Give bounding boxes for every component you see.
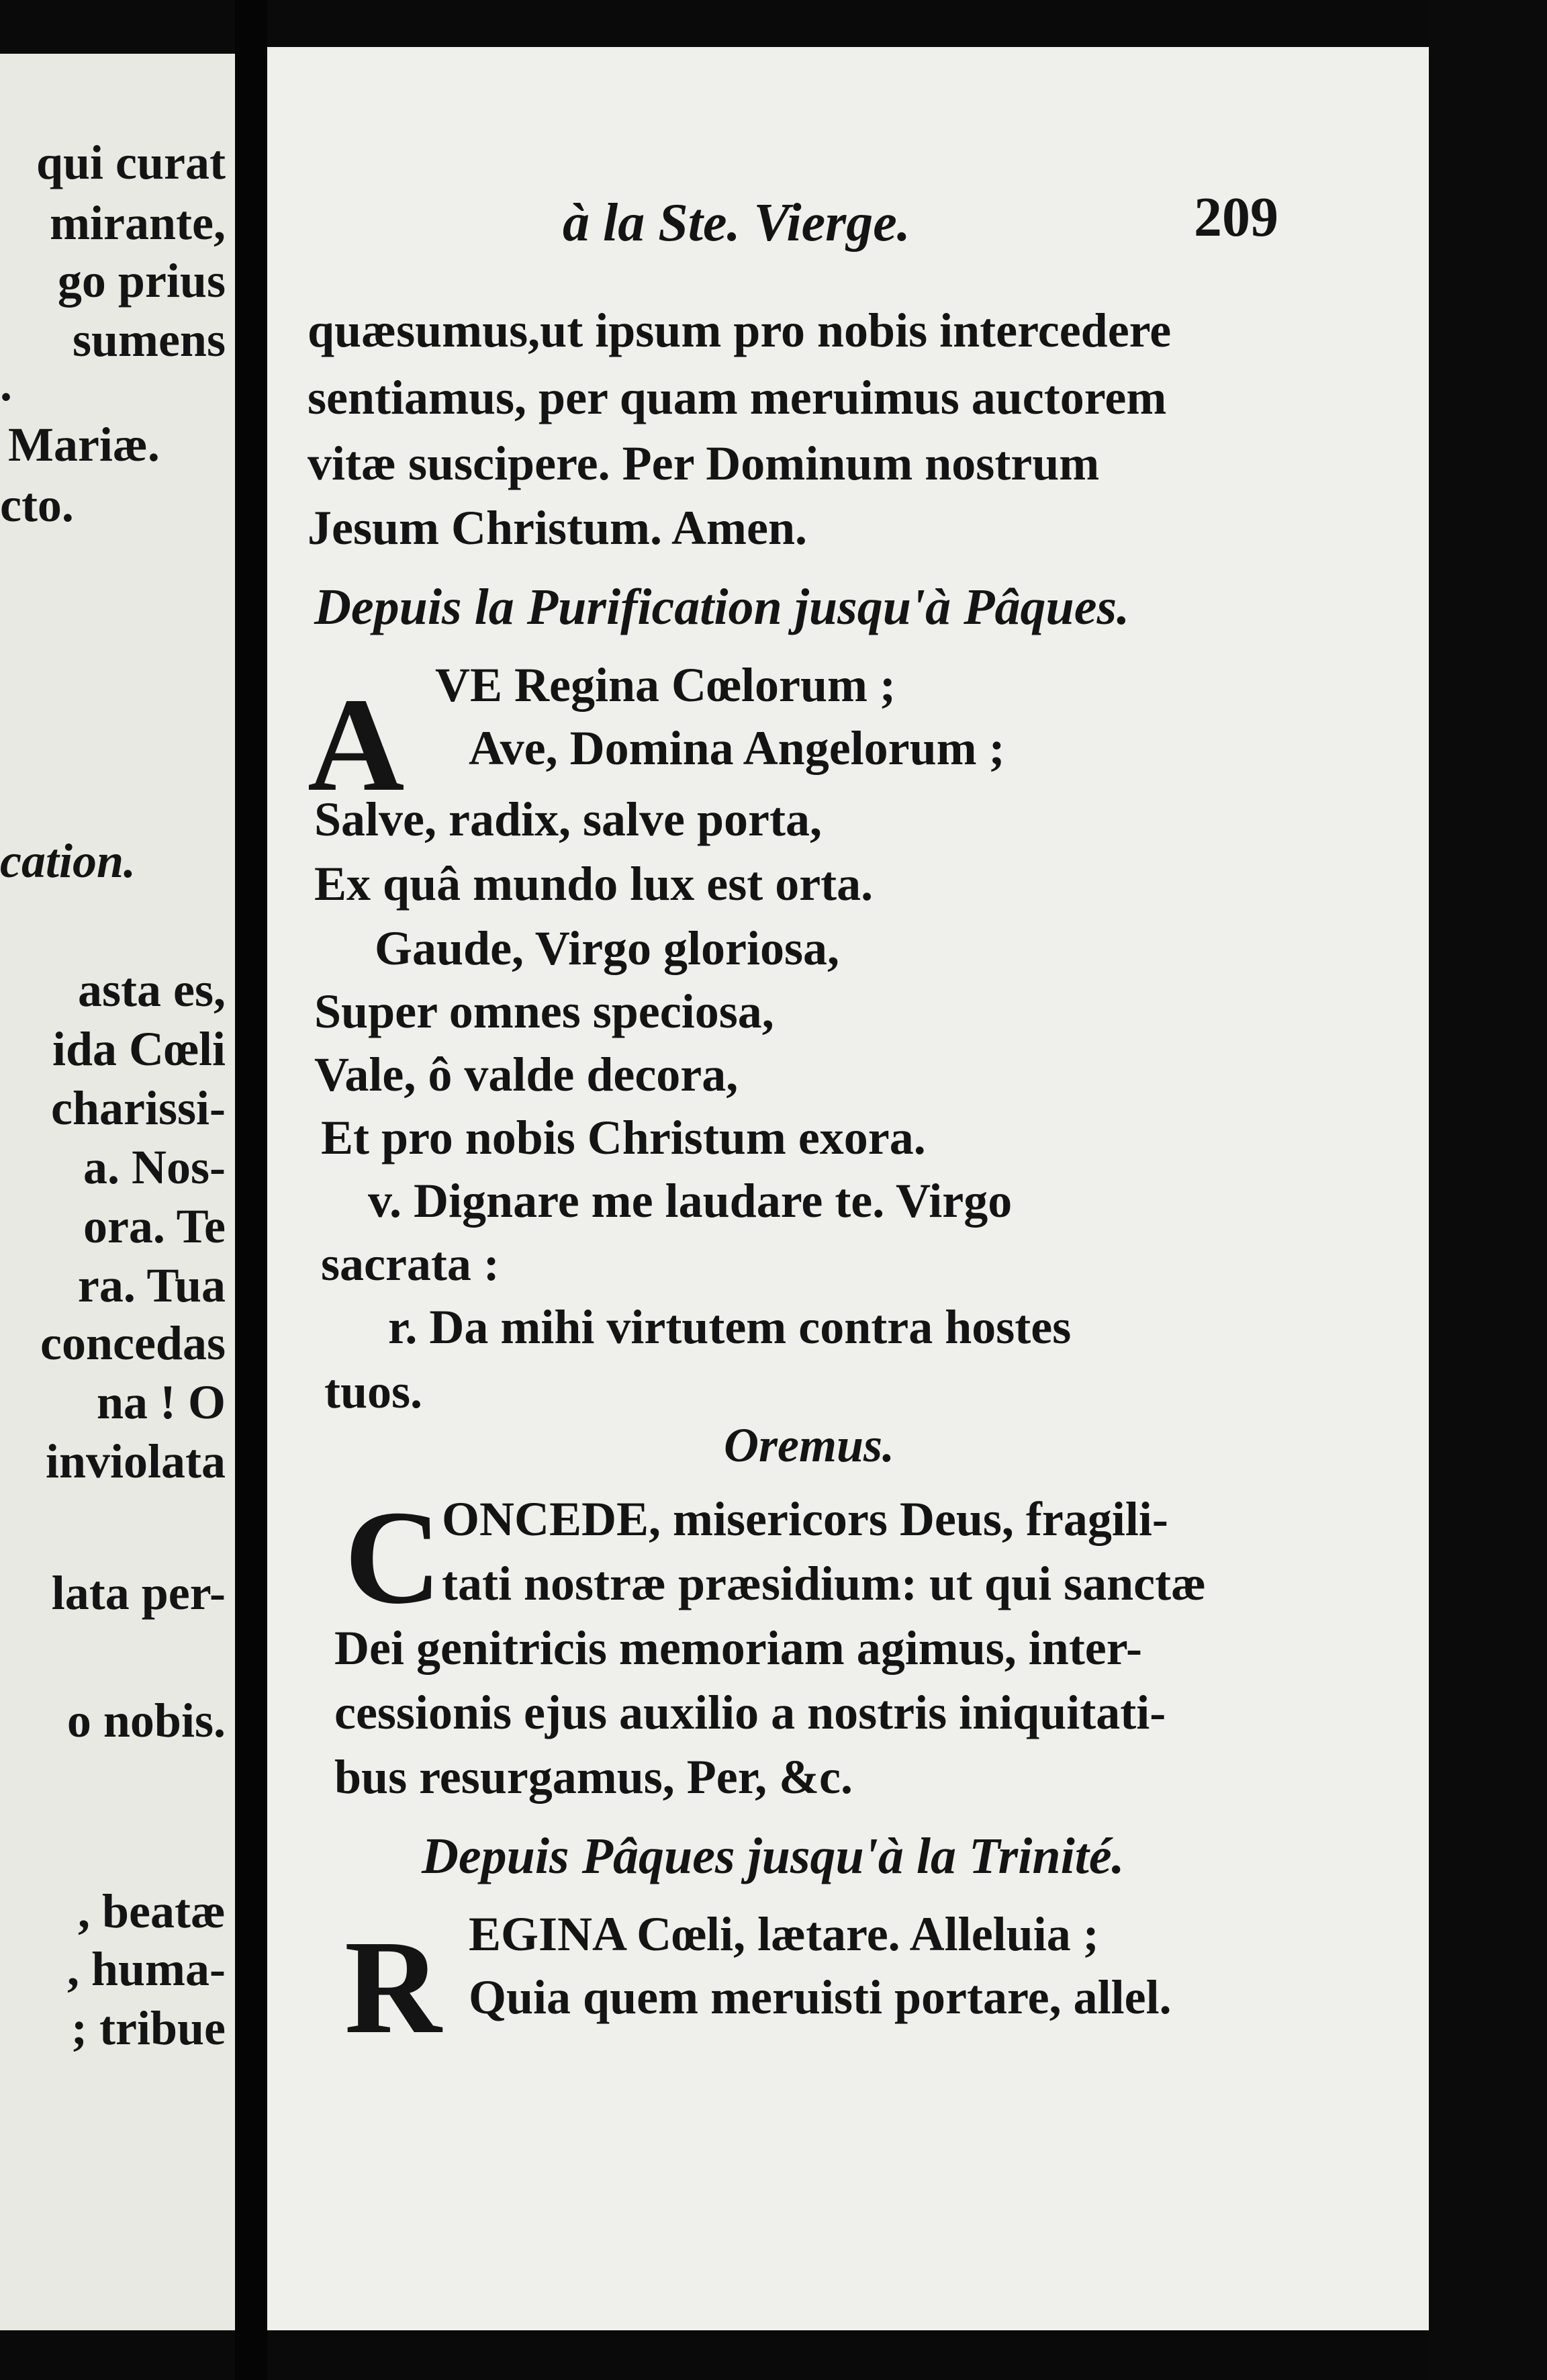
left-line: qui curat <box>36 136 226 189</box>
left-line: charissi- <box>51 1081 226 1135</box>
left-line: ; tribue <box>71 2001 226 2055</box>
left-line: lata per- <box>51 1566 226 1620</box>
response-line: r. Da mihi virtutem contra hostes <box>388 1300 1072 1354</box>
body-line: vitæ suscipere. Per Dominum nostrum <box>308 437 1100 490</box>
verse-line: Salve, radix, salve porta, <box>314 792 822 846</box>
versicle-line: v. Dignare me laudare te. Virgo <box>368 1174 1013 1228</box>
book-edge <box>1429 0 1547 2380</box>
section-heading: Depuis la Purification jusqu'à Pâques. <box>314 579 1130 635</box>
left-line: go prius <box>57 254 226 308</box>
prayer-line: bus resurgamus, Per, &c. <box>334 1750 853 1804</box>
left-line: . <box>0 357 12 411</box>
verse-line: Ex quâ mundo lux est orta. <box>314 857 874 911</box>
prayer-line: cessionis ejus auxilio a nostris iniquitati- <box>334 1686 1166 1739</box>
left-line: mirante, <box>50 196 226 250</box>
right-page <box>267 47 1429 2330</box>
oremus-heading: Oremus. <box>724 1418 895 1472</box>
left-line: concedas <box>40 1316 226 1370</box>
verse-line: EGINA Cœli, lætare. Alleluia ; <box>469 1907 1099 1961</box>
verse-line: Super omnes speciosa, <box>314 985 774 1038</box>
section-heading: Depuis Pâques jusqu'à la Trinité. <box>422 1828 1125 1884</box>
left-line: na ! O <box>96 1375 226 1429</box>
verse-line: Vale, ô valde decora, <box>314 1048 739 1101</box>
dropcap-c: C <box>344 1483 442 1632</box>
dropcap-a: A <box>308 671 405 819</box>
left-line: , beatæ <box>78 1884 226 1938</box>
versicle-line: sacrata : <box>321 1237 500 1291</box>
verse-line: Quia quem meruisti portare, allel. <box>469 1970 1172 2024</box>
left-line: inviolata <box>45 1434 226 1488</box>
left-line: a. Nos- <box>83 1140 226 1194</box>
left-line: ida Cœli <box>52 1022 226 1076</box>
prayer-line: tati nostræ præsidium: ut qui sanctæ <box>442 1557 1207 1610</box>
page-number: 209 <box>1194 186 1278 248</box>
left-line: Mariæ. <box>8 418 160 471</box>
prayer-line: Dei genitricis memoriam agimus, inter- <box>334 1621 1143 1675</box>
left-line: cation. <box>0 834 136 888</box>
left-line: sumens <box>72 313 226 367</box>
body-line: quæsumus,ut ipsum pro nobis intercedere <box>308 304 1172 357</box>
prayer-line: ONCEDE, misericors Deus, fragili- <box>442 1492 1168 1546</box>
left-page-fragment <box>0 54 235 2330</box>
dropcap-r: R <box>344 1913 442 2062</box>
body-line: Jesum Christum. Amen. <box>308 501 808 555</box>
verse-line: Gaude, Virgo gloriosa, <box>375 921 840 975</box>
verse-line: Ave, Domina Angelorum ; <box>469 721 1005 775</box>
running-title: à la Ste. Vierge. <box>563 193 910 253</box>
book-gutter <box>235 0 267 2380</box>
left-line: cto. <box>0 478 74 532</box>
left-line: o nobis. <box>66 1694 226 1747</box>
left-line: , huma- <box>66 1942 226 1996</box>
left-line: ora. Te <box>83 1199 226 1253</box>
body-line: sentiamus, per quam meruimus auctorem <box>308 371 1167 424</box>
verse-line: VE Regina Cœlorum ; <box>435 658 896 712</box>
response-line: tuos. <box>324 1365 423 1418</box>
left-line: ra. Tua <box>77 1258 226 1312</box>
left-line: asta es, <box>78 963 226 1017</box>
verse-line: Et pro nobis Christum exora. <box>321 1111 926 1164</box>
